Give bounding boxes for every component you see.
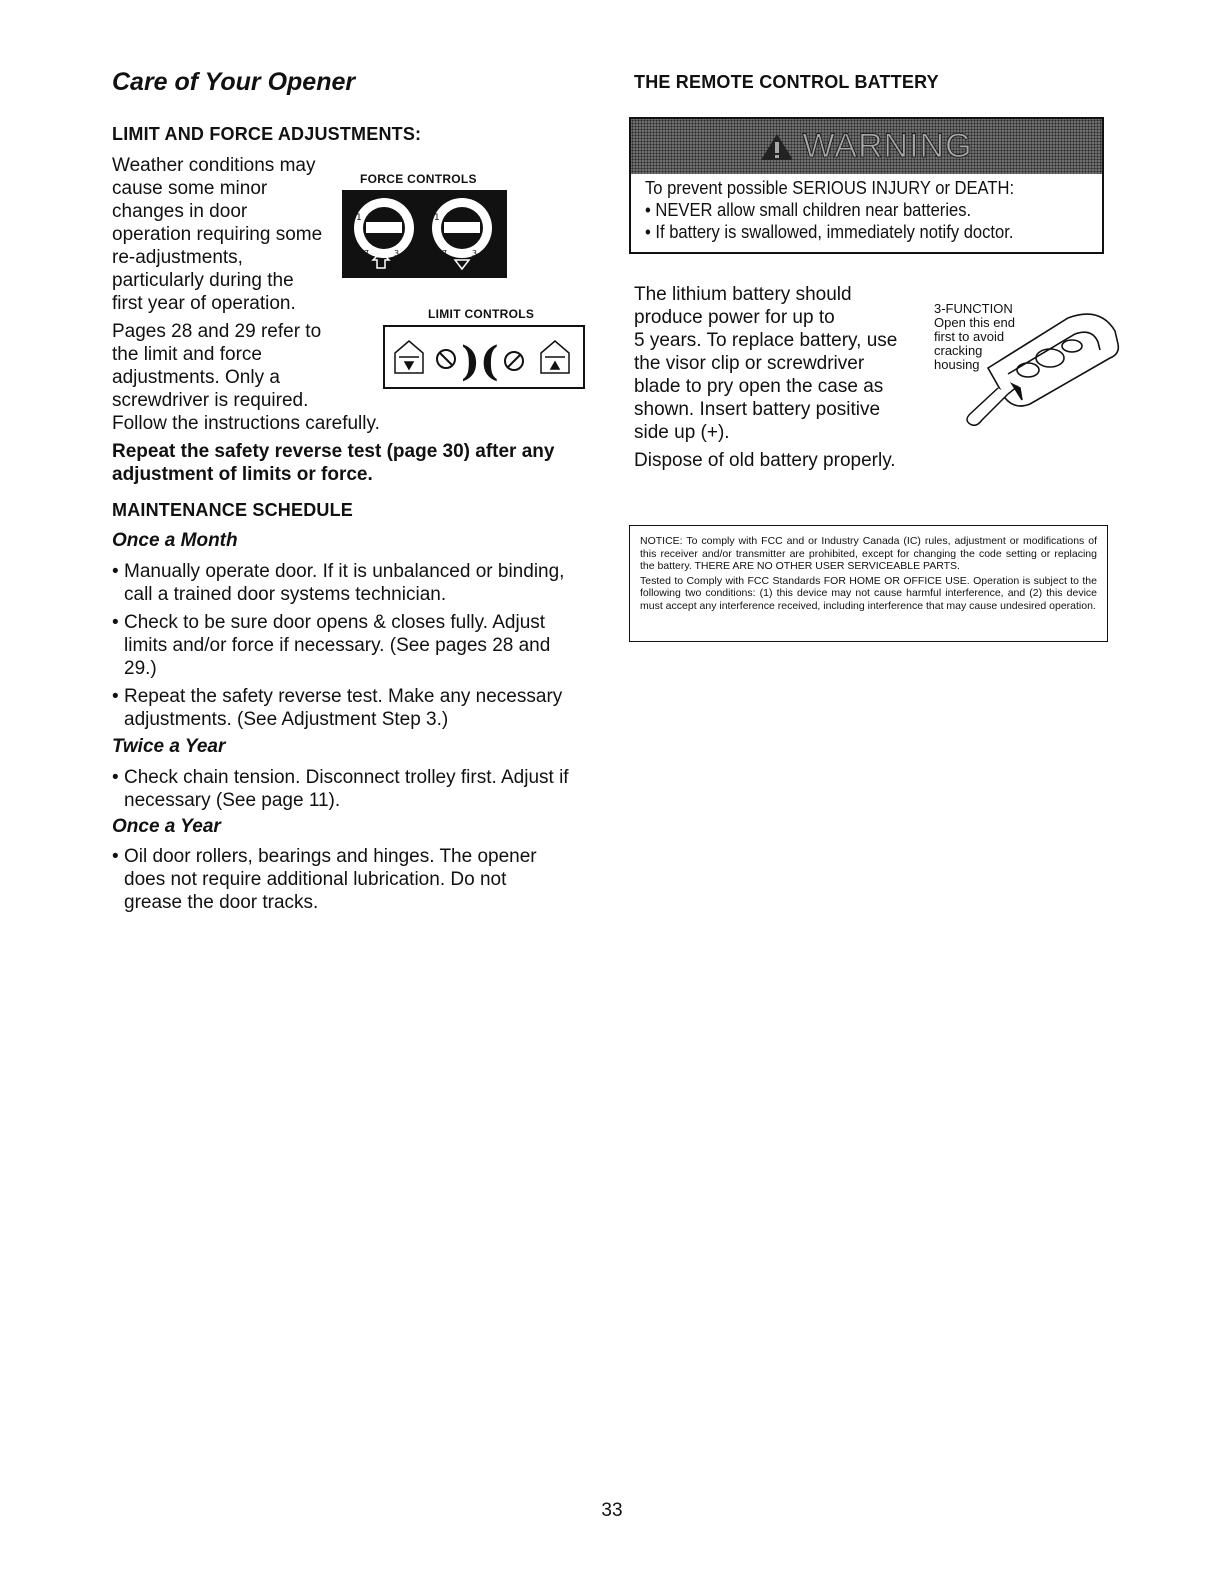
warning-banner	[631, 119, 1102, 174]
remote-housing-icon	[988, 314, 1118, 406]
remote-label-line: first to avoid	[934, 329, 1005, 344]
battery-heading: THE REMOTE CONTROL BATTERY	[634, 72, 939, 92]
repeat-note-line: adjustment of limits or force.	[112, 464, 373, 485]
force-controls-illustration	[342, 190, 507, 278]
list-item: • Check chain tension. Disconnect trolley first. Adjust if necessary (See page 11).	[112, 766, 577, 812]
battery-line: blade to pry open the case as	[634, 376, 884, 397]
remote-label-line: cracking	[934, 343, 983, 358]
notice-paragraph: Tested to Comply with FCC Standards FOR HOME OR OFFICE USE. Operation is subject to the following two conditions: (1) this device may not cause harmful interference, and (2) this device must accept any interference received, including interference that may cause undesired operation.	[640, 574, 1097, 612]
intro-paragraph	[112, 154, 347, 315]
pages-line: the limit and force	[112, 344, 262, 365]
remote-label-line: Open this end	[934, 315, 1015, 330]
page-number: 33	[601, 1500, 623, 1521]
warning-box	[629, 117, 1104, 254]
dispose-text: Dispose of old battery properly.	[634, 450, 896, 471]
limit-controls-caption: LIMIT CONTROLS	[428, 307, 535, 321]
page-title: Care of Your Opener	[112, 68, 356, 96]
once-month-heading: Once a Month	[112, 530, 238, 551]
remote-label-line: 3-FUNCTION	[934, 301, 1013, 316]
pages-line: screwdriver is required.	[112, 390, 309, 411]
list-item: • Manually operate door. If it is unbalanced or binding, call a trained door systems technician.	[112, 560, 577, 606]
battery-line: side up (+).	[634, 422, 730, 443]
pages-line: Pages 28 and 29 refer to	[112, 321, 322, 342]
intro-line: re-adjustments,	[112, 247, 243, 268]
svg-text:3: 3	[472, 249, 478, 258]
intro-line: first year of operation.	[112, 293, 296, 314]
once-month-list	[112, 560, 577, 736]
force-controls-caption: FORCE CONTROLS	[360, 172, 477, 186]
list-item: • Oil door rollers, bearings and hinges. The opener does not require additional lubrication. Do not grease the door tracks.	[112, 845, 567, 914]
intro-line: cause some minor	[112, 178, 268, 199]
svg-text:3: 3	[394, 249, 400, 258]
battery-line: the visor clip or screwdriver	[634, 353, 865, 374]
svg-text:7: 7	[442, 249, 448, 258]
intro-line: particularly during the	[112, 270, 294, 291]
fcc-notice-box	[629, 525, 1108, 642]
pages-line: adjustments. Only a	[112, 367, 280, 388]
battery-line: The lithium battery should	[634, 284, 852, 305]
maintenance-heading: MAINTENANCE SCHEDULE	[112, 500, 354, 520]
pages-line: Follow the instructions carefully.	[112, 413, 380, 434]
svg-text:)(: )(	[461, 338, 499, 385]
svg-text:1: 1	[356, 213, 362, 223]
svg-text:1: 1	[434, 213, 440, 223]
remote-label-line: housing	[934, 357, 980, 372]
repeat-note-line: Repeat the safety reverse test (page 30) after any	[112, 441, 555, 462]
once-year-heading: Once a Year	[112, 816, 221, 837]
list-item: • Repeat the safety reverse test. Make any necessary adjustments. (See Adjustment Step 3.)	[112, 685, 577, 731]
warning-label: WARNING	[802, 127, 973, 165]
list-item: • Check to be sure door opens & closes fully. Adjust limits and/or force if necessary. (See pages 28 and 29.)	[112, 611, 577, 680]
warning-body	[645, 177, 1058, 243]
intro-line: operation requiring some	[112, 224, 323, 245]
intro-line: changes in door	[112, 201, 248, 222]
intro-line: Weather conditions may	[112, 155, 316, 176]
battery-line: shown. Insert battery positive	[634, 399, 881, 420]
battery-paragraph	[634, 283, 924, 444]
twice-year-list	[112, 766, 577, 817]
limit-controls-illustration	[383, 325, 585, 389]
limit-force-heading: LIMIT AND FORCE ADJUSTMENTS:	[112, 124, 422, 144]
repeat-test-note	[112, 440, 592, 486]
warning-line: • NEVER allow small children near batteries.	[645, 200, 972, 220]
warning-triangle-icon	[760, 132, 794, 162]
warning-line: • If battery is swallowed, immediately notify doctor.	[645, 222, 1014, 242]
svg-text:7: 7	[364, 249, 370, 258]
battery-line: 5 years. To replace battery, use	[634, 330, 898, 351]
notice-paragraph: NOTICE: To comply with FCC and or Industry Canada (IC) rules, adjustment or modifications of this receiver and/or transmitter are prohibited, except for changing the code setting or replacing the battery. THERE ARE NO OTHER USER SERVICEABLE PARTS.	[640, 535, 1097, 572]
twice-year-heading: Twice a Year	[112, 736, 226, 757]
once-year-list	[112, 845, 567, 919]
warning-line: To prevent possible SERIOUS INJURY or DEATH:	[645, 178, 1015, 198]
battery-line: produce power for up to	[634, 307, 835, 328]
remote-illustration	[950, 306, 1125, 426]
